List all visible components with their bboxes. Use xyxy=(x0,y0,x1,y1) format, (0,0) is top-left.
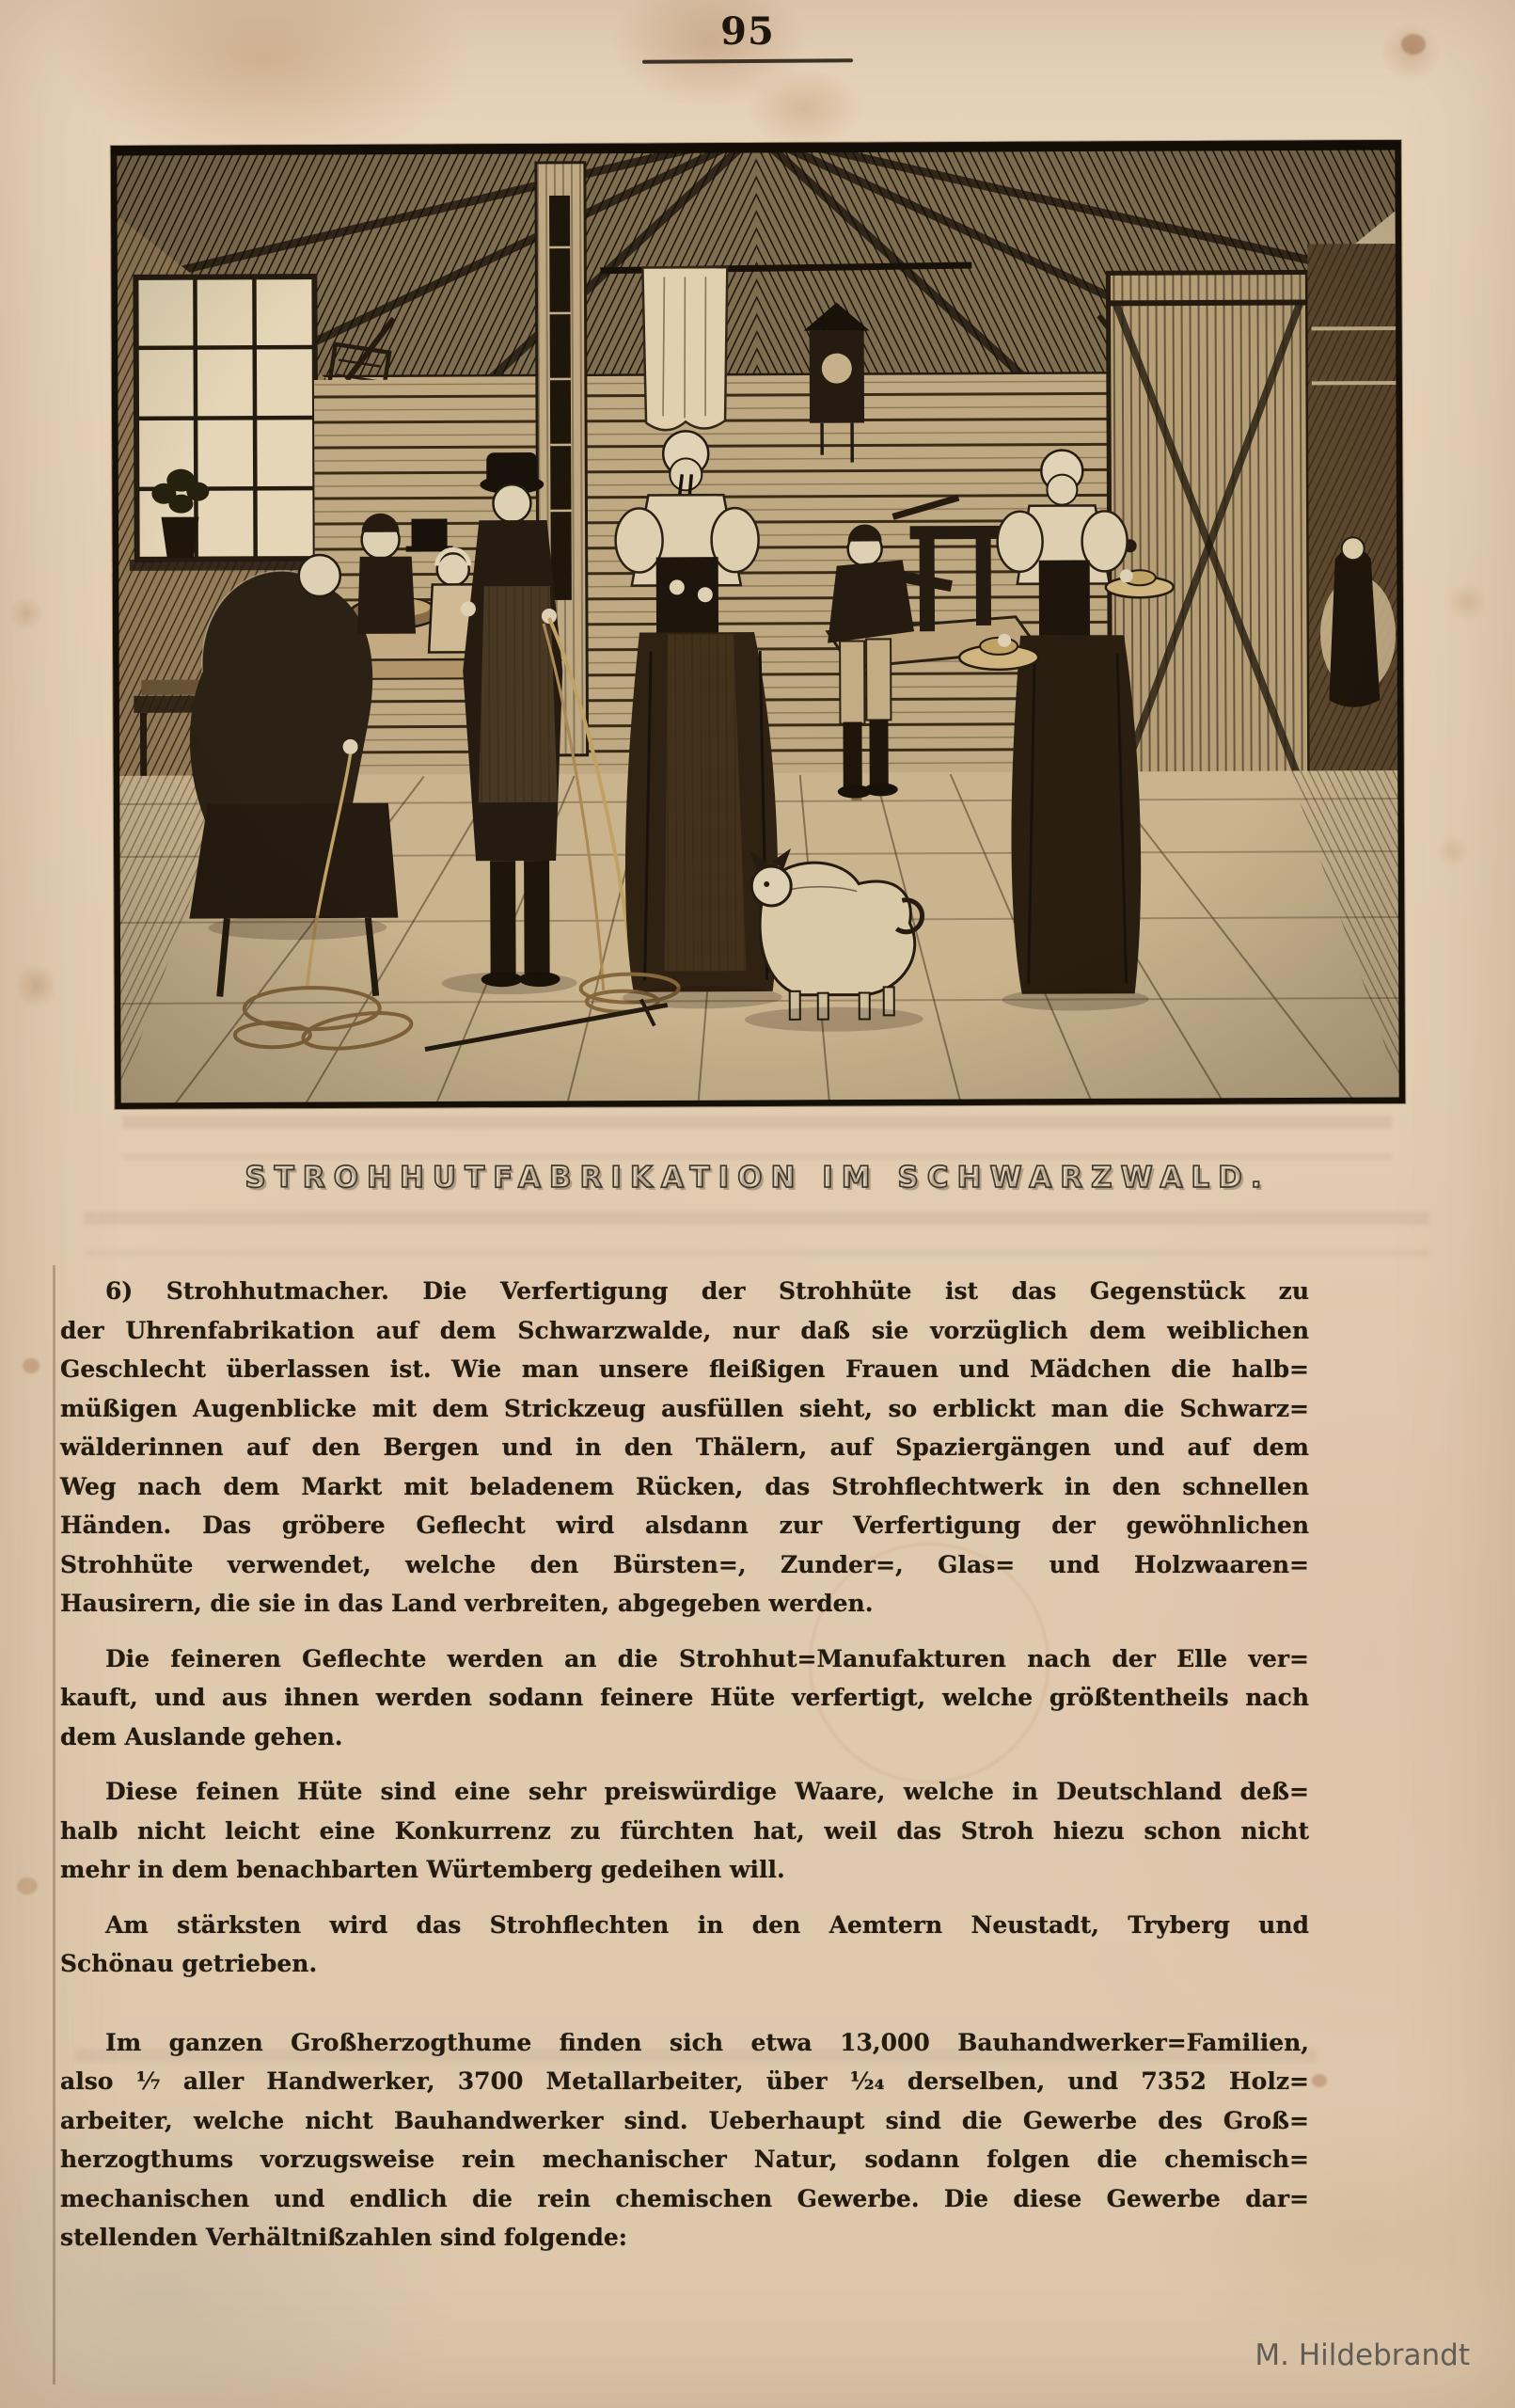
text-line: dem Auslande gehen. xyxy=(60,1722,343,1751)
paragraph xyxy=(60,1640,1309,1757)
page-number: 95 xyxy=(720,9,775,54)
stain xyxy=(1401,34,1426,55)
watermark: M. Hildebrandt xyxy=(1255,2338,1470,2372)
figure-caption: STROHHUTFABRIKATION IM SCHWARZWALD. xyxy=(245,1161,1270,1195)
paragraph xyxy=(60,2023,1309,2258)
text-line: stellenden Verhältnißzahlen sind folgende: xyxy=(60,2224,628,2251)
header-rule xyxy=(642,58,853,64)
stain xyxy=(17,1877,38,1894)
text-line: der Uhrenfabrikation auf dem Schwarzwalde, nur daß sie vorzüglich dem weiblichen xyxy=(60,1316,1309,1344)
text-line: kauft, und aus ihnen werden sodann feinere Hüte verfertigt, welche größtentheils nach xyxy=(60,1684,1309,1711)
paragraph xyxy=(60,1772,1309,1890)
text-line: arbeiter, welche nicht Bauhandwerker sind. Ueberhaupt sind die Gewerbe des Groß= xyxy=(60,2106,1309,2134)
text-line: halb nicht leicht eine Konkurrenz zu fürchten hat, weil das Stroh hiezu schon nicht xyxy=(60,1816,1309,1845)
text-line: Am stärksten wird das Strohflechten in den Aemtern Neustadt, Tryberg und xyxy=(105,1910,1309,1939)
text-line: Geschlecht überlassen ist. Wie man unsere fleißigen Frauen und Mädchen die halb= xyxy=(60,1355,1309,1383)
text-line: herzogthums vorzugsweise rein mechanischer Natur, sodann folgen die chemisch= xyxy=(60,2146,1309,2173)
page-showthrough xyxy=(122,1116,1392,1159)
text-line: müßigen Augenblicke mit dem Strickzeug ausfüllen sieht, so erblickt man die Schwarz= xyxy=(60,1394,1309,1422)
text-line: Diese feinen Hüte sind eine sehr preiswürdige Waare, welche in Deutschland deß= xyxy=(105,1778,1309,1805)
woodcut-engraving-straw-hat-workshop xyxy=(111,140,1405,1109)
text-line: wälderinnen auf den Bergen und in den Thälern, auf Spaziergängen und auf dem xyxy=(60,1434,1309,1461)
scan-edge-line xyxy=(53,1265,55,2384)
text-line: Strohhüte verwendet, welche den Bürsten=, Zunder=, Glas= und Holzwaaren= xyxy=(60,1550,1309,1578)
text-line: Hausirern, die sie in das Land verbreiten, abgegeben werden. xyxy=(60,1590,874,1617)
text-line: Weg nach dem Markt mit beladenem Rücken, das Strohflechtwerk in den schnellen xyxy=(60,1472,1309,1500)
text-line: 6) Strohhutmacher. Die Verfertigung der Strohhüte ist das Gegenstück zu xyxy=(105,1277,1309,1305)
body-text xyxy=(60,1272,1309,2273)
text-line: Die feineren Geflechte werden an die Strohhut=Manufakturen nach der Elle ver= xyxy=(105,1644,1309,1672)
stain xyxy=(1312,2074,1327,2087)
text-line: also ¹⁄₇ aller Handwerker, 3700 Metallarbeiter, über ¹⁄₂₄ derselben, und 7352 Holz= xyxy=(60,2067,1309,2095)
paragraph xyxy=(60,1272,1309,1624)
paragraph xyxy=(60,1906,1309,1984)
text-line: mehr in dem benachbarten Würtemberg gedeihen will. xyxy=(60,1856,785,1883)
text-line: Händen. Das gröbere Geflecht wird alsdann zur Verfertigung der gewöhnlichen xyxy=(60,1512,1309,1539)
text-line: mechanischen und endlich die rein chemischen Gewerbe. Die diese Gewerbe dar= xyxy=(60,2184,1309,2212)
text-line: Im ganzen Großherzogthume finden sich etwa 13,000 Bauhandwerker=Familien, xyxy=(105,2028,1309,2056)
page-showthrough xyxy=(85,1212,1429,1255)
stain xyxy=(23,1358,39,1373)
text-line: Schönau getrieben. xyxy=(60,1950,318,1977)
